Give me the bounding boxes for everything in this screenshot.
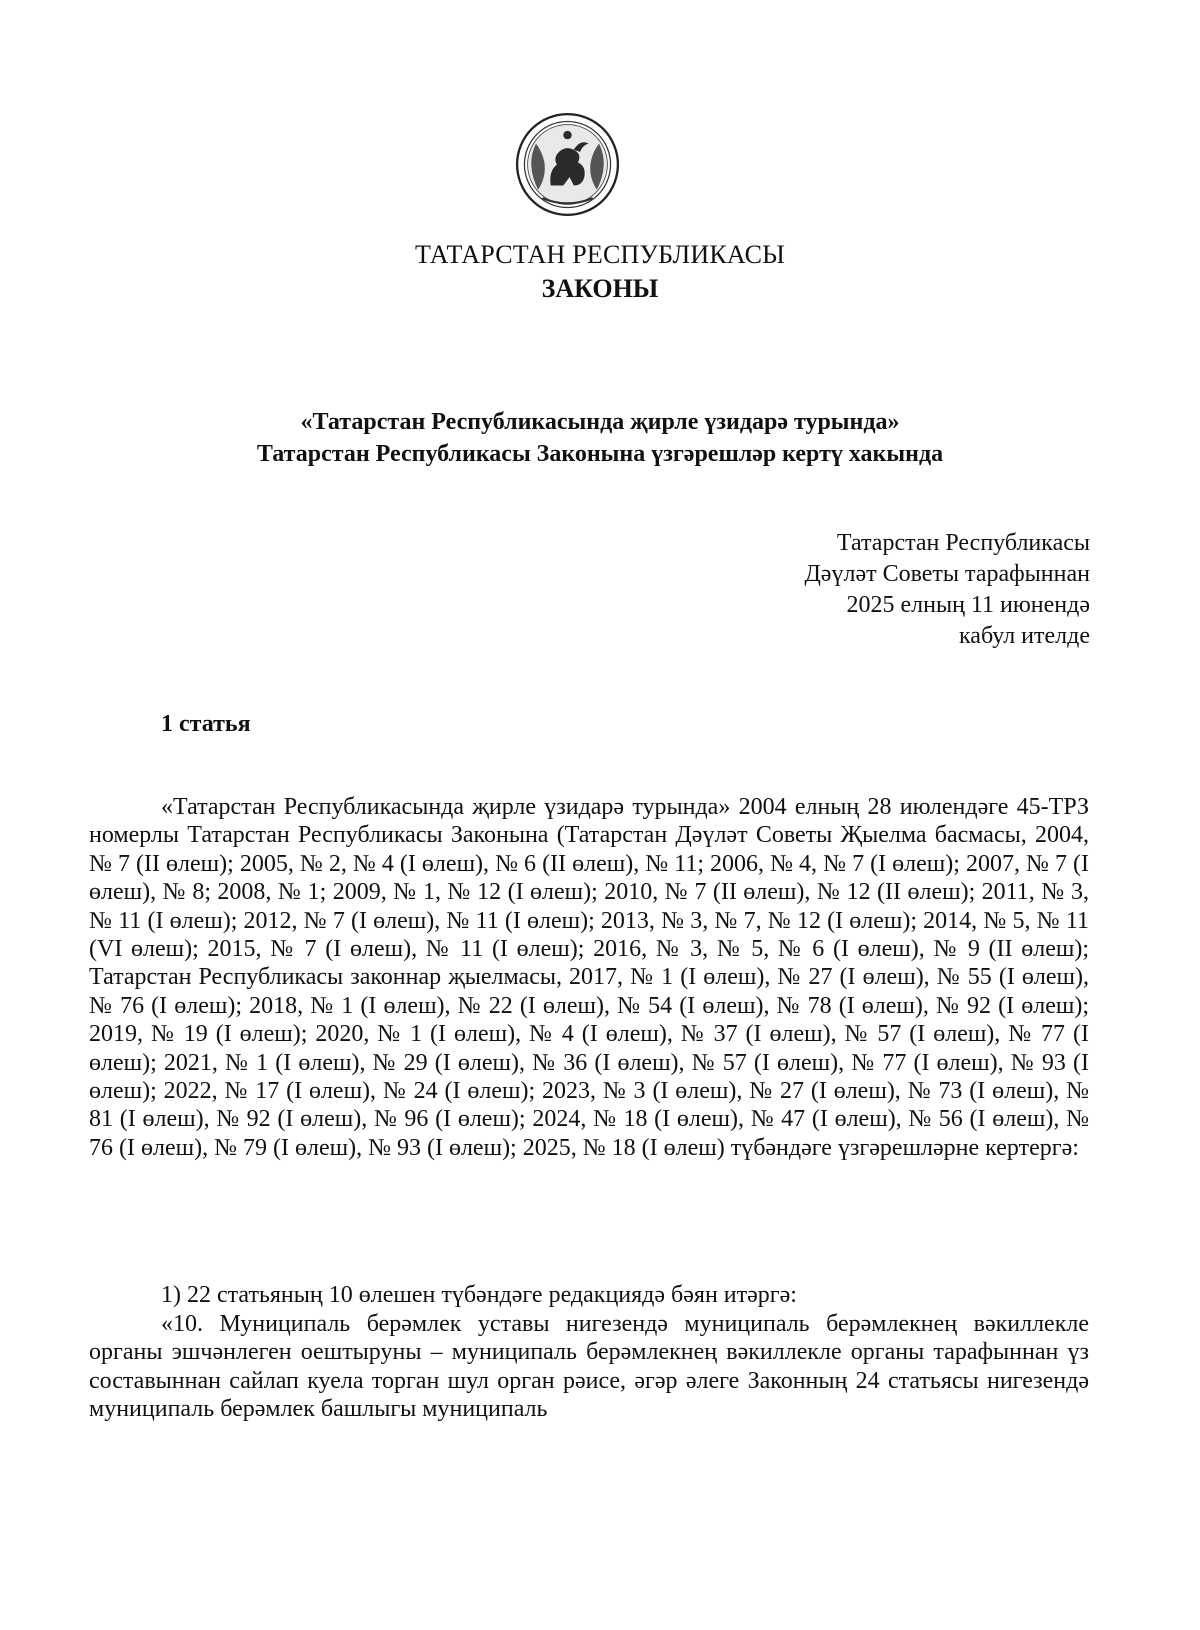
document-header — [0, 238, 1200, 306]
law-title-line-1: «Татарстан Республикасында җирле үзидарә турында» — [300, 409, 900, 435]
republic-name: ТАТАРСТАН РЕСПУБЛИКАСЫ — [415, 240, 785, 269]
article-item-1: 1) 22 статьяның 10 өлешен түбәндәге редакциядә бәян итәргә: — [161, 1282, 797, 1308]
adoption-line-2: Дәүләт Советы тарафыннан — [804, 561, 1090, 587]
document-type: ЗАКОНЫ — [541, 274, 659, 303]
law-title — [0, 406, 1200, 470]
adoption-line-4: кабул ителде — [959, 623, 1090, 649]
article-heading: 1 статья — [161, 711, 251, 737]
law-title-line-2: Татарстан Республикасы Законына үзгәрешләр кертү хакында — [256, 441, 944, 467]
adoption-line-3: 2025 елның 11 июнендә — [846, 592, 1090, 618]
article-item-1-text: «10. Муниципаль берәмлек уставы нигезендә муниципаль берәмлекнең вәкиллекле органы эшчәнлеген оештыруны – муниципаль берәмлекнең вәкиллекле органы тарафыннан үз составыннан сайлап куела торган шул орган рәисе, әгәр әлеге Законның 24 статьясы нигезендә муниципаль берәмлек башлыгы муниципаль — [89, 1311, 1089, 1423]
coat-of-arms-emblem — [515, 112, 620, 217]
adoption-line-1: Татарстан Республикасы — [836, 530, 1090, 556]
adoption-note — [804, 528, 1090, 652]
article-intro-paragraph: «Татарстан Республикасында җирле үзидарә турында» 2004 елның 28 июлендәге 45-ТРЗ номерлы Татарстан Республикасы Законына (Татарстан Дәүләт Советы Җыелма басмасы, 2004, № 7 (II өлеш); 2005, № 2, № 4 (I өлеш), № 6 (II өлеш), № 11; 2006, № 4, № 7 (I өлеш); 2007, № 7 (I өлеш), № 8; 2008, № 1; 2009, № 1, № 12 (I өлеш); 2010, № 7 (II өлеш), № 12 (II өлеш); 2011, № 3, № 11 (I өлеш); 2012, № 7 (I өлеш), № 11 (I өлеш); 2013, № 3, № 7, № 12 (I өлеш); 2014, № 5, № 11 (VI өлеш); 2015, № 7 (I өлеш), № 11 (I өлеш); 2016, № 3, № 5, № 6 (I өлеш), № 9 (II өлеш); Татарстан Республикасы законнар җыелмасы, 2017, № 1 (I өлеш), № 27 (I өлеш), № 55 (I өлеш), № 76 (I өлеш); 2018, № 1 (I өлеш), № 22 (I өлеш), № 54 (I өлеш), № 78 (I өлеш), № 92 (I өлеш); 2019, № 19 (I өлеш); 2020, № 1 (I өлеш), № 4 (I өлеш), № 37 (I өлеш), № 57 (I өлеш), № 77 (I өлеш); 2021, № 1 (I өлеш), № 29 (I өлеш), № 36 (I өлеш), № 57 (I өлеш), № 77 (I өлеш), № 93 (I өлеш); 2022, № 17 (I өлеш), № 24 (I өлеш); 2023, № 3 (I өлеш), № 27 (I өлеш), № 73 (I өлеш), № 81 (I өлеш), № 92 (I өлеш), № 96 (I өлеш); 2024, № 18 (I өлеш), № 47 (I өлеш), № 56 (I өлеш), № 76 (I өлеш), № 79 (I өлеш), № 93 (I өлеш); 2025, № 18 (I өлеш) түбәндәге үзгәрешләрне кертергә: — [89, 794, 1089, 1161]
